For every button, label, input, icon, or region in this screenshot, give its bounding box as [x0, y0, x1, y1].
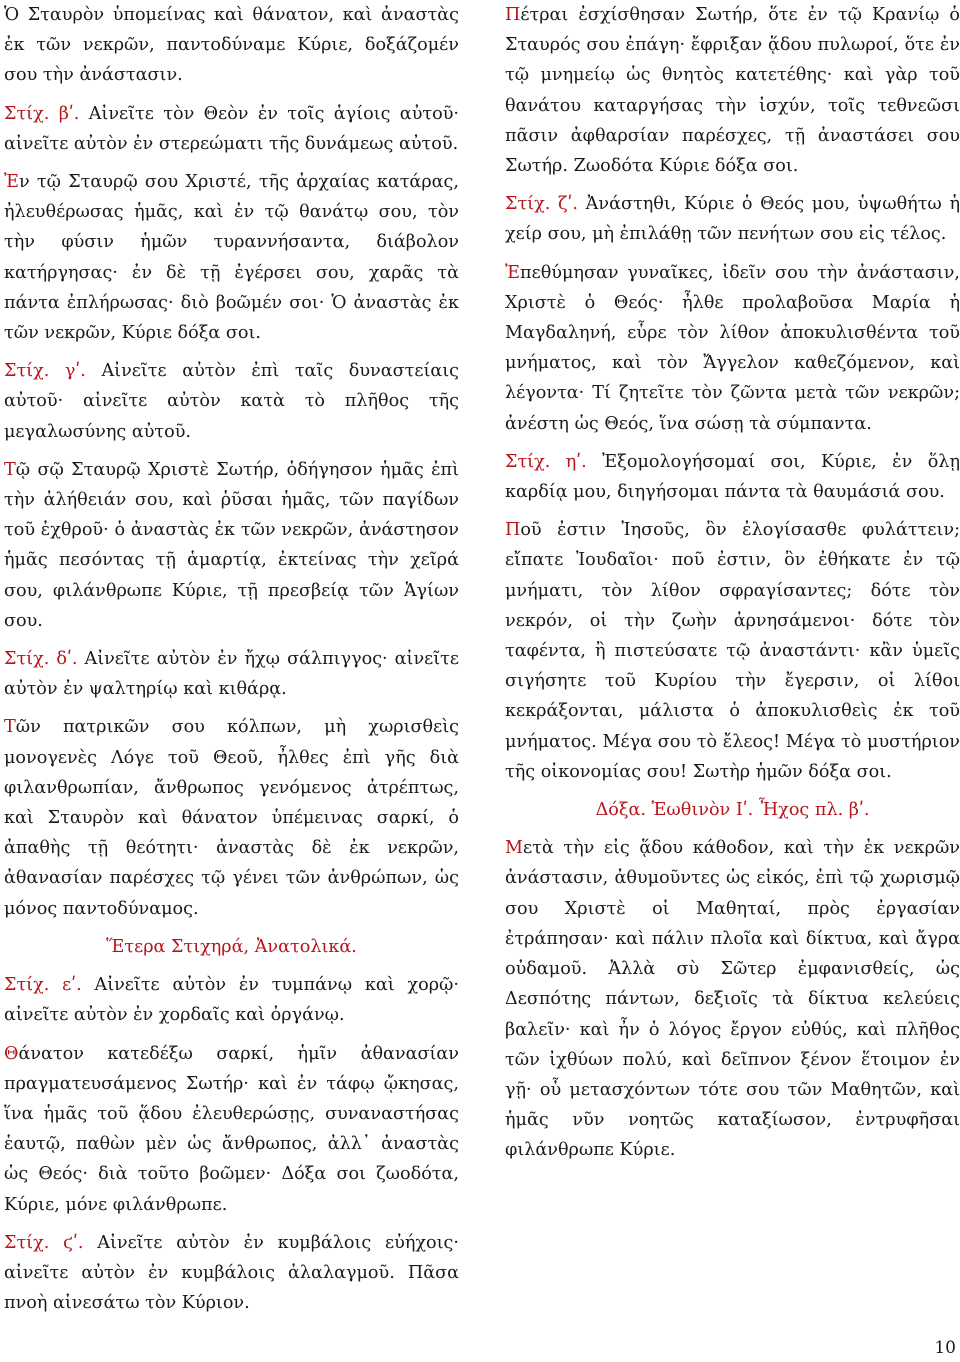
hymn-paragraph — [4, 167, 459, 348]
verse-text: Αἰνεῖτε αὐτὸν ἐν κυμβάλοις εὐήχοις· αἰνεῖτε αὐτὸν ἐν κυμβάλοις ἀλαλαγμοῦ. Πᾶσα πνοὴ αἰνεσάτω τὸν Κύριον. — [4, 1232, 459, 1314]
verse-text: Αἰνεῖτε αὐτὸν ἐν ἤχῳ σάλπιγγος· αἰνεῖτε αὐτὸν ἐν ψαλτηρίῳ καὶ κιθάρᾳ. — [4, 649, 460, 700]
verse-text: Αἰνεῖτε αὐτὸν ἐν τυμπάνῳ καὶ χορῷ· αἰνεῖτε αὐτὸν ἐν χορδαῖς καὶ ὀργάνῳ. — [4, 975, 459, 1026]
verse-label: Στίχ. ζʹ. — [505, 194, 579, 215]
verse-line — [4, 1228, 459, 1319]
hymn-paragraph — [505, 258, 960, 439]
drop-initial: Π — [505, 520, 521, 541]
verse-label: Στίχ. γʹ. — [4, 361, 86, 382]
verse-line — [4, 644, 459, 704]
right-column — [505, 0, 960, 1174]
hymn-paragraph — [505, 515, 960, 787]
page-number: 10 — [934, 1338, 956, 1358]
verse-label: Στίχ. δʹ. — [4, 649, 78, 670]
drop-initial: Τ — [4, 717, 16, 738]
hymn-paragraph — [505, 0, 960, 181]
section-heading: Ἕτερα Στιχηρά, Ἀνατολικά. — [106, 936, 357, 957]
drop-initial: Π — [505, 5, 521, 25]
hymn-text: ν τῷ Σταυρῷ σου Χριστέ, τῆς ἀρχαίας κατάρας, ἠλευθέρωσας ἡμᾶς, καὶ ἐν τῷ θανάτῳ σου, τὸν τὴν φύσιν ἡμῶν τυραννήσαντα, διάβολον κατήργησας· ἐν δὲ τῇ ἐγέρσει σου, χαρᾶς τὰ πάντα ἐπλήρωσας· διὸ βοῶμέν σοι· Ὁ ἀναστὰς ἐκ τῶν νεκρῶν, Κύριε δόξα σοι. — [4, 172, 459, 344]
hymn-paragraph — [4, 712, 459, 923]
hymn-text: ῷ σῷ Σταυρῷ Χριστὲ Σωτήρ, ὁδήγησον ἡμᾶς ἐπὶ τὴν ἀλήθειάν σου, καὶ ῥῦσαι ἡμᾶς, τῶν παγίδων τοῦ ἐχθροῦ· ὁ ἀναστὰς ἐκ τῶν νεκρῶν, ἀνάστησον ἡμᾶς πεσόντας τῇ ἁμαρτίᾳ, ἐκτείνας τὴν χεῖρά σου, φιλάνθρωπε Κύριε, τῇ πρεσβείᾳ τῶν Ἁγίων σου. — [4, 459, 459, 631]
verse-text: Αἰνεῖτε αὐτὸν ἐπὶ ταῖς δυναστείαις αὐτοῦ· αἰνεῖτε αὐτὸν κατὰ τὸ πλῆθος τῆς μεγαλωσύνης αὐτοῦ. — [4, 361, 460, 442]
drop-initial: Ἐ — [505, 262, 521, 283]
verse-text: Ἐξομολογήσομαί σοι, Κύριε, ἐν ὅλῃ καρδίᾳ μου, διηγήσομαι πάντα τὰ θαυμάσιά σου. — [505, 451, 960, 503]
hymn-paragraph — [4, 0, 459, 91]
hymn-paragraph — [4, 455, 459, 636]
drop-initial: Μ — [505, 838, 524, 859]
hymn-text: οῦ ἐστιν Ἰησοῦς, ὃν ἐλογίσασθε φυλάττειν; εἴπατε Ἰουδαῖοι· ποῦ ἐστιν, ὃν ἐθήκατε ἐν τῷ μνήματι, τὸν λίθον σφραγίσαντες; δότε τὸν νεκρόν, οἱ τὴν ζωὴν ἀρνησάμενοι· δότε τὸν ταφέντα, ἢ πιστεύσατε τῷ ἀναστάντι· κἂν ὑμεῖς σιγήσητε τοῦ Κυρίου τὴν ἔγερσιν, οἱ λίθοι κεκράξονται, μάλιστα ὁ ἀποκυλισθεὶς ἐκ τοῦ μνήματος. Μέγα σου τὸ ἔλεος! Μέγα τὸ μυστήριον τῆς οἰκονομίας σου! Σωτὴρ ἡμῶν δόξα σοι. — [505, 520, 960, 782]
verse-line — [505, 447, 960, 507]
left-column — [4, 0, 459, 1326]
verse-label: Στίχ. ηʹ. — [505, 451, 587, 472]
hymn-text: έτραι ἐσχίσθησαν Σωτήρ, ὅτε ἐν τῷ Κρανίῳ ὁ Σταυρός σου ἐπάγη· ἔφριξαν ᾅδου πυλωροί, ὅτε ἐν τῷ μνημείῳ ὡς θνητὸς κατετέθης· καὶ γὰρ τοῦ θανάτου καταργήσας τὴν ἰσχύν, τοῖς τεθνεῶσι πᾶσιν ἀφθαρσίαν παρέσχες, τῇ ἀναστάσει σου Σωτήρ. Ζωοδότα Κύριε δόξα σοι. — [505, 5, 960, 177]
section-heading: Δόξα. Ἑωθινὸν Ιʹ. Ἦχος πλ. βʹ. — [595, 800, 870, 821]
verse-line — [4, 970, 459, 1030]
hymn-text: ῶν πατρικῶν σου κόλπων, μὴ χωρισθεὶς μονογενὲς Λόγε τοῦ Θεοῦ, ἦλθες ἐπὶ γῆς διὰ φιλανθρωπίαν, ἄνθρωπος γενόμενος ἀτρέπτως, καὶ Σταυρὸν καὶ θάνατον ὑπέμεινας σαρκί, ὁ ἀπαθὴς τῇ θεότητι· ἀναστὰς δὲ ἐκ νεκρῶν, ἀθανασίαν παρέσχες τῷ γένει τῶν ἀνθρώπων, ὡς μόνος παντοδύναμος. — [4, 717, 459, 919]
verse-label: Στίχ. εʹ. — [4, 975, 82, 996]
verse-line — [4, 99, 459, 159]
verse-label: Στίχ. ϛʹ. — [4, 1232, 84, 1253]
verse-line — [505, 189, 960, 249]
hymn-paragraph — [505, 833, 960, 1165]
hymn-paragraph — [4, 1039, 459, 1220]
drop-initial: Ἐ — [4, 172, 20, 193]
drop-initial: Θ — [4, 1043, 19, 1064]
drop-initial: Τ — [4, 459, 16, 480]
hymn-text: πεθύμησαν γυναῖκες, ἰδεῖν σου τὴν ἀνάστασιν, Χριστὲ ὁ Θεός· ἦλθε προλαβοῦσα Μαρία ἡ Μαγδαληνή, εὗρε τὸν λίθον ἀποκυλισθέντα τοῦ μνήματος, καὶ τὸν Ἄγγελον καθεζόμενον, καὶ λέγοντα· Τί ζητεῖτε τὸν ζῶντα μετὰ τῶν νεκρῶν; ἀνέστη ὡς Θεός, ἵνα σώσῃ τὰ σύμπαντα. — [505, 262, 960, 434]
hymn-text: ετὰ τὴν εἰς ᾅδου κάθοδον, καὶ τὴν ἐκ νεκρῶν ἀνάστασιν, ἀθυμοῦντες ὡς εἰκός, ἐπὶ τῷ χωρισμῷ σου Χριστὲ οἱ Μαθηταί, πρὸς ἐργασίαν ἐτράπησαν· καὶ πάλιν πλοῖα καὶ δίκτυα, καὶ ἄγρα οὐδαμοῦ. Ἀλλὰ σὺ Σῶτερ ἐμφανισθείς, ὡς Δεσπότης πάντων, δεξιοῖς τὰ δίκτυα κελεύεις βαλεῖν· καὶ ἦν ὁ λόγος ἔργον εὐθύς, καὶ πλῆθος τῶν ἰχθύων πολύ, καὶ δεῖπνον ξένον ἕτοιμον ἐν γῇ· οὗ μετασχόντων τότε σου τῶν Μαθητῶν, καὶ ἡμᾶς νῦν νοητῶς καταξίωσον, ἐντρυφῆσαι φιλάνθρωπε Κύριε. — [505, 838, 960, 1161]
verse-text: Αἰνεῖτε τὸν Θεὸν ἐν τοῖς ἁγίοις αὐτοῦ· αἰνεῖτε αὐτὸν ἐν στερεώματι τῆς δυνάμεως αὐτοῦ. — [4, 103, 459, 154]
hymn-text: Ὁ Σταυρὸν ὑπομείνας καὶ θάνατον, καὶ ἀναστὰς ἐκ τῶν νεκρῶν, παντοδύναμε Κύριε, δοξάζομέν σου τὴν ἀνάστασιν. — [4, 5, 459, 86]
verse-text: Ἀνάστηθι, Κύριε ὁ Θεός μου, ὑψωθήτω ἡ χείρ σου, μὴ ἐπιλάθῃ τῶν πενήτων σου εἰς τέλος. — [505, 194, 960, 245]
verse-line — [4, 356, 459, 447]
verse-label: Στίχ. βʹ. — [4, 103, 80, 124]
hymn-text: άνατον κατεδέξω σαρκί, ἡμῖν ἀθανασίαν πραγματευσάμενος Σωτήρ· καὶ ἐν τάφῳ ᾤκησας, ἵνα ἡμᾶς τοῦ ᾅδου ἐλευθερώσῃς, συναναστήσας ἑαυτῷ, παθὼν μὲν ὡς ἄνθρωπος, ἀλλ᾿ ἀναστὰς ὡς Θεός· διὰ τοῦτο βοῶμεν· Δόξα σοι ζωοδότα, Κύριε, μόνε φιλάνθρωπε. — [4, 1043, 459, 1215]
